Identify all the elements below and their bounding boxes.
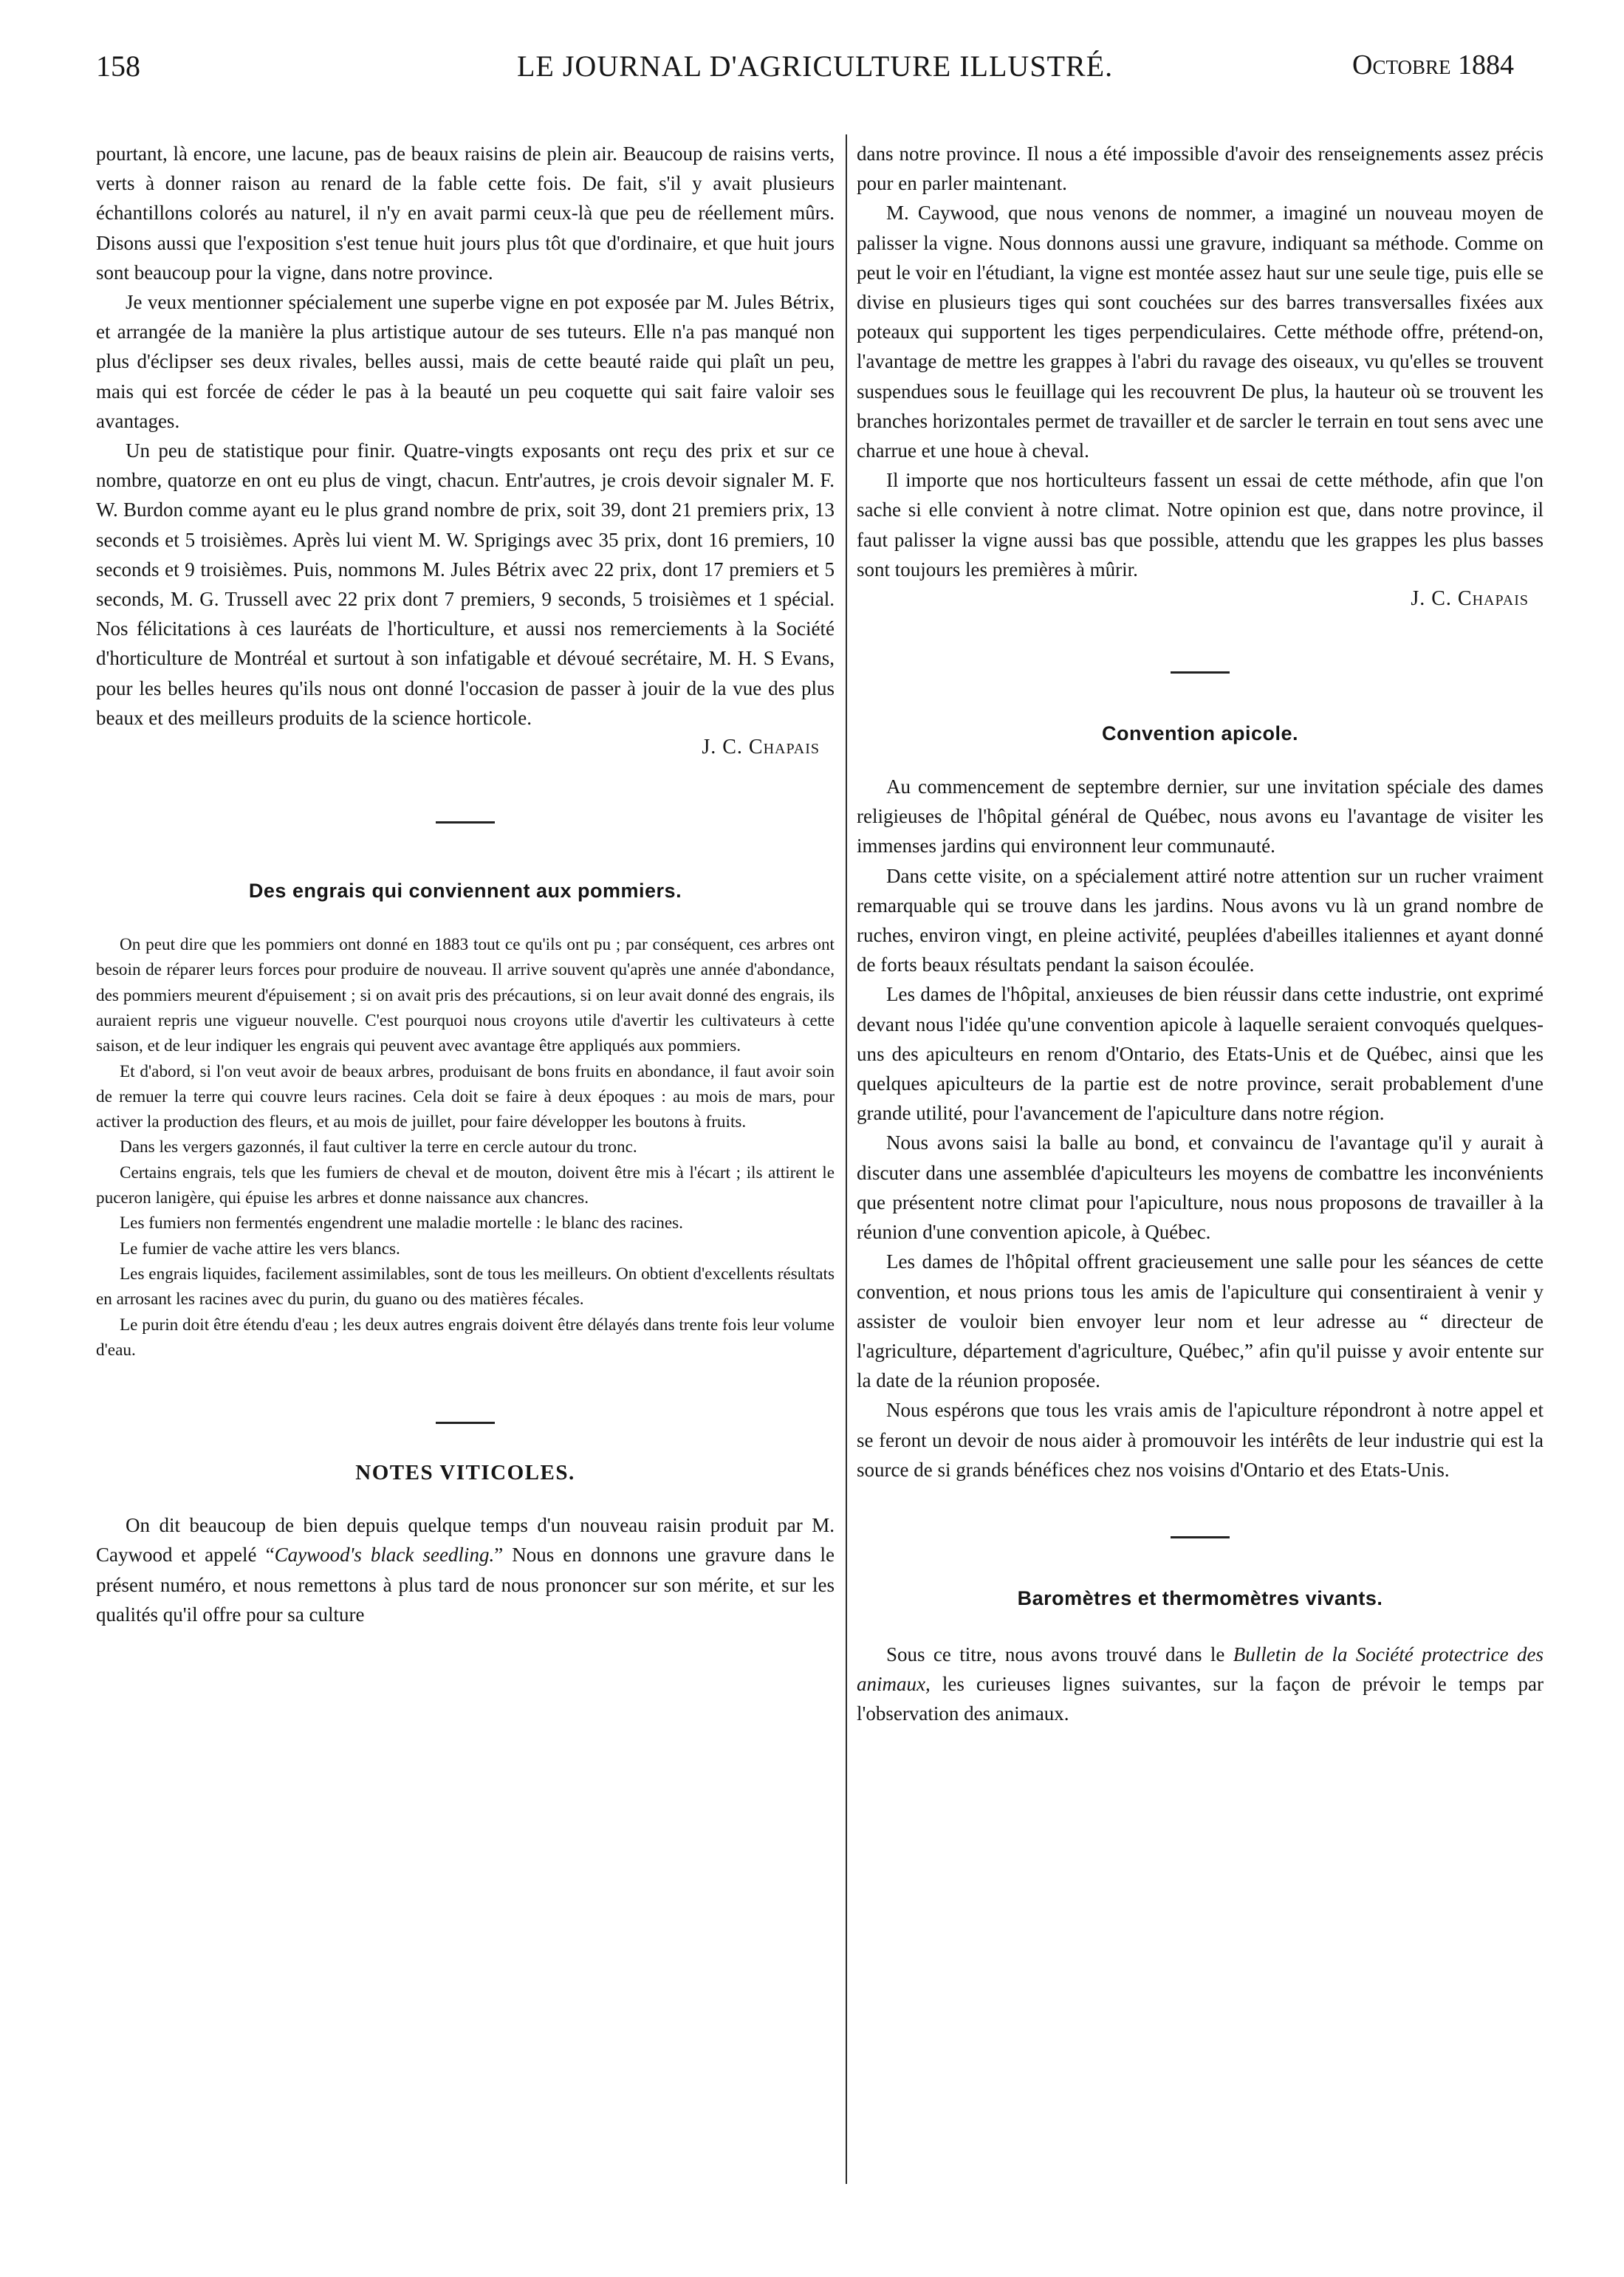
paragraph: Dans les vergers gazonnés, il faut cultiver la terre en cercle autour du tronc. xyxy=(120,1137,637,1157)
paragraph: Nous avons saisi la balle au bond, et convaincu de l'avantage qu'il y aurait à discuter dans une assemblée d'apiculteurs les moyens de combattre les inconvénients que présentent notre climat pour l'apiculture, nous nous proposons de travailler à la réunion d'une convention apicole, à Québec. xyxy=(857,1131,1544,1244)
paragraph: pourtant, là encore, une lacune, pas de beaux raisins de plein air. Beaucoup de raisins verts, verts à donner raison au renard de la fable cette fois. De fait, s'il y avait plusieurs échantillons colorés au naturel, il n'y en avait parmi ceux-là que peu de réellement mûrs. Disons aussi que l'exposition s'est tenue huit jours plus tôt que d'ordinaire, et que huit jours sont beaucoup pour la vigne, dans notre province. xyxy=(96,143,835,284)
paragraph: Les dames de l'hôpital, anxieuses de bien réussir dans cette industrie, ont exprimé devant nous l'idée qu'une convention apicole à laquelle seraient convoqués quelques-uns des apiculteurs en renom d'Ontario, des Etats-Unis et de Québec, ainsi que les quelques apiculteurs de la partie est de notre province, serait probablement d'une grande utilité, pour l'avancement de l'apiculture dans notre région. xyxy=(857,983,1544,1125)
paragraph: Un peu de statistique pour finir. Quatre-vingts exposants ont reçu des prix et sur ce nombre, quatorze en ont eu plus de vingt, chacun. Entr'autres, je crois devoir signaler M. F. W. Burdon comme ayant eu le plus grand nombre de prix, soit 39, dont 21 premiers prix, 13 seconds et 5 troisièmes. Après lui vient M. W. Sprigings avec 35 prix, dont 16 premiers, 10 seconds et 9 troisièmes. Puis, nommons M. Jules Bétrix avec 22 prix, dont 17 premiers et 5 seconds, M. G. Trussell avec 22 prix dont 7 premiers, 9 seconds, 5 troisièmes et 1 spécial. Nos félicitations à ces lauréats de l'horticulture, et aussi nos remerciements à la Société d'horticulture de Montréal et surtout à son infatigable et dévoué secrétaire, M. H. S Evans, pour les belles heures qu'ils nous ont donné l'occasion de passer à jouir de la vue des plus beaux et des meilleurs produits de la science horticole. xyxy=(96,439,835,729)
page-number: 158 xyxy=(96,49,140,83)
paragraph: Le purin doit être étendu d'eau ; les deux autres engrais doivent être délayés dans trente fois leur volume d'eau. xyxy=(96,1315,835,1360)
page-header xyxy=(96,49,1514,93)
paragraph: Nous espérons que tous les vrais amis de l'apiculture répondront à notre appel et se feront un devoir de nous aider à promouvoir les intérêts de leur industrie qui est la source de si grands bénéfices chez nos voisins d'Ontario et des Etats-Unis. xyxy=(857,1399,1544,1481)
article-exposition-continued xyxy=(96,139,835,762)
paragraph: Et d'abord, si l'on veut avoir de beaux arbres, produisant de bons fruits en abondance, il faut avoir soin de remuer la terre qui couvre leurs racines. Cela doit se faire à deux époques : au mois de mars, pour activer la production des fleurs, et au mois de juillet, pour faire développer les boutons à fruits. xyxy=(96,1061,835,1132)
paragraph: Dans cette visite, on a spécialement attiré notre attention sur un rucher vraiment remarquable qui se trouve dans les jardins. Nous avons vu là un grand nombre de ruches, environ vingt, en pleine activité, peuplées d'abeilles italiennes et ayant donné de forts beaux résultats pendant la saison écoulée. xyxy=(857,864,1544,976)
paragraph: M. Caywood, que nous venons de nommer, a imaginé un nouveau moyen de palisser la vigne. Nous donnons aussi une gravure, indiquant sa méthode. Comme on peut le voir en l'étudiant, la vigne est montée assez haut sur une seule tige, puis elle se divise en plusieurs tiges qui sont couchées sur des barres transversalles fixées aux poteaux qui supportent les tiges perpendiculaires. Cette méthode offre, prétend-on, l'avantage de mettre les grappes à l'abri du ravage des oiseaux, vu qu'elles se trouvent suspendues sous le feuillage qui les recouvrent De plus, la hauteur où se trouvent les branches horizontales permet de travailler et de sarcler le terrain en tout sens avec une charrue et une houe à cheval. xyxy=(857,202,1544,462)
paragraph: On dit beaucoup de bien depuis quelque temps d'un nouveau raisin produit par M. Caywood et appelé “Caywood's black seedling.” Nous en donnons une gravure dans le présent numéro, et nous remettons à plus tard de nous prononcer sur son mérite, et sur les qualités qu'il offre pour sa culture xyxy=(96,1514,835,1626)
paragraph: On peut dire que les pommiers ont donné en 1883 tout ce qu'ils ont pu ; par conséquent, ces arbres ont besoin de réparer leurs forces pour produire de nouveau. Il arrive souvent qu'après une année d'abondance, des pommiers meurent d'épuisement ; si on avait pris des précautions, si on leur avait donné des engrais, ils auraient repris une vigueur nouvelle. C'est pourquoi nous croyons utile d'avertir les cultivateurs à cette saison, et de leur indiquer les engrais qui peuvent avec avantage être appliqués aux pommiers. xyxy=(96,935,835,1056)
paragraph: Certains engrais, tels que les fumiers de cheval et de mouton, doivent être mis à l'écart ; ils attirent le puceron lanigère, qui épuise les arbres et donne naissance aux chancres. xyxy=(96,1163,835,1208)
paragraph: Les engrais liquides, facilement assimilables, sont de tous les meilleurs. On obtient d'excellents résultats en arrosant les racines avec du purin, du guano ou des matières fécales. xyxy=(96,1264,835,1309)
paragraph: Il importe que nos horticulteurs fassent un essai de cette méthode, afin que l'on sache si elle convient à notre climat. Notre opinion est que, dans notre province, il faut palisser la vigne aussi bas que possible, attendu que les grappes les plus basses sont toujours les premières à mûrir. xyxy=(857,469,1544,581)
signature: J. C. Chapais xyxy=(702,736,820,759)
signature: J. C. Chapais xyxy=(1411,587,1529,611)
article-convention-apicole xyxy=(857,772,1544,1485)
article-barometres xyxy=(857,1640,1544,1729)
paragraph: Sous ce titre, nous avons trouvé dans le Bulletin de la Société protectrice des animaux, les curieuses lignes suivantes, sur la façon de prévoir le temps par l'observation des animaux. xyxy=(857,1643,1544,1725)
article-notes-viticoles-continued xyxy=(857,139,1544,614)
left-column xyxy=(96,139,835,1629)
paragraph: Les dames de l'hôpital offrent gracieusement une salle pour les séances de cette convention, et nous prions tous les amis de l'apiculture qui consentiraient à venir y assister de vouloir bien envoyer leur nom et leur adresse au “ directeur de l'agriculture, département d'agriculture, Québec,” afin qu'il puisse y avoir entente sur la date de la réunion proposée. xyxy=(857,1250,1544,1392)
paragraph: dans notre province. Il nous a été impossible d'avoir des renseignements assez précis pour en parler maintenant. xyxy=(857,143,1544,195)
section-heading-barometres: Baromètres et thermomètres vivants. xyxy=(1017,1586,1383,1609)
paragraph: Le fumier de vache attire les vers blancs. xyxy=(120,1239,400,1259)
section-heading-engrais: Des engrais qui conviennent aux pommiers. xyxy=(248,880,682,903)
article-engrais xyxy=(96,932,835,1363)
section-heading-notes-viticoles: NOTES VITICOLES. xyxy=(355,1461,575,1485)
column-divider xyxy=(846,134,847,2184)
right-column xyxy=(857,139,1544,1729)
paragraph: Je veux mentionner spécialement une superbe vigne en pot exposée par M. Jules Bétrix, et arrangée de la manière la plus artistique autour de ses tuteurs. Elle n'a pas manqué non plus d'éclipser ses deux rivales, belles aussi, mais de cette beauté raide qui plaît un peu, mais qui est forcée de céder le pas à la beauté un peu coquette qui sait faire valoir ses avantages. xyxy=(96,291,835,432)
paragraph: Les fumiers non fermentés engendrent une maladie mortelle : le blanc des racines. xyxy=(120,1213,683,1233)
section-heading-convention-apicole: Convention apicole. xyxy=(1101,722,1299,745)
article-notes-viticoles xyxy=(96,1510,835,1629)
issue-date: Octobre 1884 xyxy=(1352,49,1514,81)
journal-title: LE JOURNAL D'AGRICULTURE ILLUSTRÉ. xyxy=(517,49,1114,83)
paragraph: Au commencement de septembre dernier, sur une invitation spéciale des dames religieuses de l'hôpital général de Québec, nous avons eu l'avantage de visiter les immenses jardins qui environnent leur communauté. xyxy=(857,775,1544,857)
